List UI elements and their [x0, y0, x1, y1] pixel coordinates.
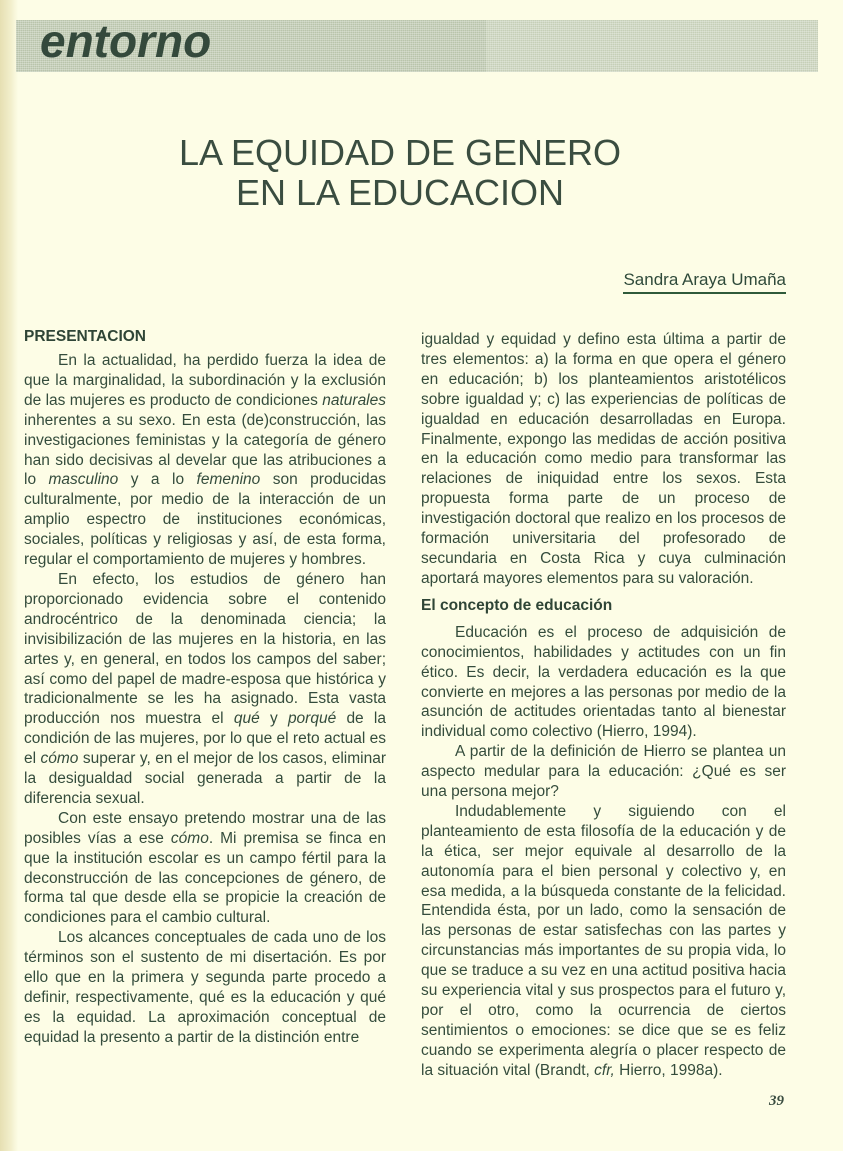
section-tag: entorno — [40, 15, 212, 67]
paragraph: Los alcances conceptuales de cada uno de los términos son el sustento de mi disertación. Es por ello que en la primera y segunda parte procedo a definir, respectivamente, qué es la educación y qué es la equidad. La aproximación conceptual de equidad la presento a partir de la distinción entre — [24, 929, 386, 1046]
title-line-2: EN LA EDUCACION — [235, 172, 565, 213]
section-heading-concepto-educacion: El concepto de educación — [421, 596, 613, 614]
left-column — [24, 327, 386, 1048]
section-heading-presentacion: PRESENTACION — [24, 328, 147, 345]
article-title — [150, 133, 650, 213]
paragraph: A partir de la definición de Hierro se plantea un aspecto medular para la educación: ¿Qué es ser una persona mejor? — [421, 743, 786, 801]
paragraph: En la actualidad, ha perdido fuerza la idea de que la marginalidad, la subordinación y la exclusión de las mujeres es producto de condiciones naturales inherentes a su sexo. En esta (de)construcción, las investigaciones feministas y la categoría de género han sido decisivas al develar que las atribuciones a lo masculino y a lo femenino son producidas culturalmente, por medio de la interacción de un amplio espectro de instituciones económicas, sociales, políticas y religiosas y así, de esta forma, regular el comportamiento de mujeres y hombres. — [24, 352, 386, 569]
author-byline: Sandra Araya Umaña — [623, 270, 786, 294]
paragraph: Con este ensayo pretendo mostrar una de las posibles vías a ese cómo. Mi premisa se finca en que la institución escolar es un campo fértil para la deconstrucción de las concepciones de género, de forma tal que desde ella se propicie la creación de condiciones para el cambio cultural. — [24, 809, 386, 927]
right-column — [421, 330, 786, 1081]
section-banner-extension — [486, 20, 818, 72]
paragraph: Educación es el proceso de adquisición de conocimientos, habilidades y actitudes con un fin ético. Es decir, la verdadera educación es la que convierte en mejores a las personas por medio de la asunción de actitudes orientadas tanto al bienestar individual como colectivo (Hierro, 1994). — [421, 623, 786, 741]
paragraph: igualdad y equidad y defino esta última a partir de tres elementos: a) la forma en que opera el género en educación; b) los planteamientos aristotélicos sobre igualdad y; c) las experiencias de políticas de igualdad en educación desarrolladas en Europa. Finalmente, expongo las medidas de acción positiva en la educación como medio para transformar las relaciones de iniquidad entre los sexos. Esta propuesta forma parte de un proceso de investigación doctoral que realizo en los procesos de formación universitaria del profesorado de secundaria en Costa Rica y cuya culminación aportará mayores elementos para su valoración. — [421, 331, 786, 587]
title-line-1: LA EQUIDAD DE GENERO — [178, 132, 622, 173]
page-number: 39 — [769, 1093, 784, 1109]
paragraph: Indudablemente y siguiendo con el planteamiento de esta filosofía de la educación y de la ética, ser mejor equivale al desarrollo de la autonomía para el bien personal y colectivo y, en esa medida, a la búsqueda constante de la felicidad. Entendida ésta, por un lado, como la sensación de las personas de estar satisfechas con las partes y circunstancias más importantes de su propia vida, lo que se traduce a su vez en una actitud positiva hacia su experiencia vital y sus prospectos para el futuro y, por el otro, como la ocurrencia de ciertos sentimientos o emociones: se dice que se es feliz cuando se experimenta alegría o placer respecto de la situación vital (Brandt, cfr, Hierro, 1998a). — [421, 802, 786, 1079]
page-gutter-shadow — [0, 0, 18, 1151]
paragraph: En efecto, los estudios de género han proporcionado evidencia sobre el contenido androcéntrico de la denominada ciencia; la invisibilización de las mujeres en la historia, en las artes y, en general, en todos los campos del saber; así como del papel de madre-esposa que histórica y tradicionalmente se les ha asignado. Esta vasta producción nos muestra el qué y porqué de la condición de las mujeres, por lo que el reto actual es el cómo superar y, en el mejor de los casos, eliminar la desigualdad social generada a partir de la diferencia sexual. — [24, 570, 387, 807]
